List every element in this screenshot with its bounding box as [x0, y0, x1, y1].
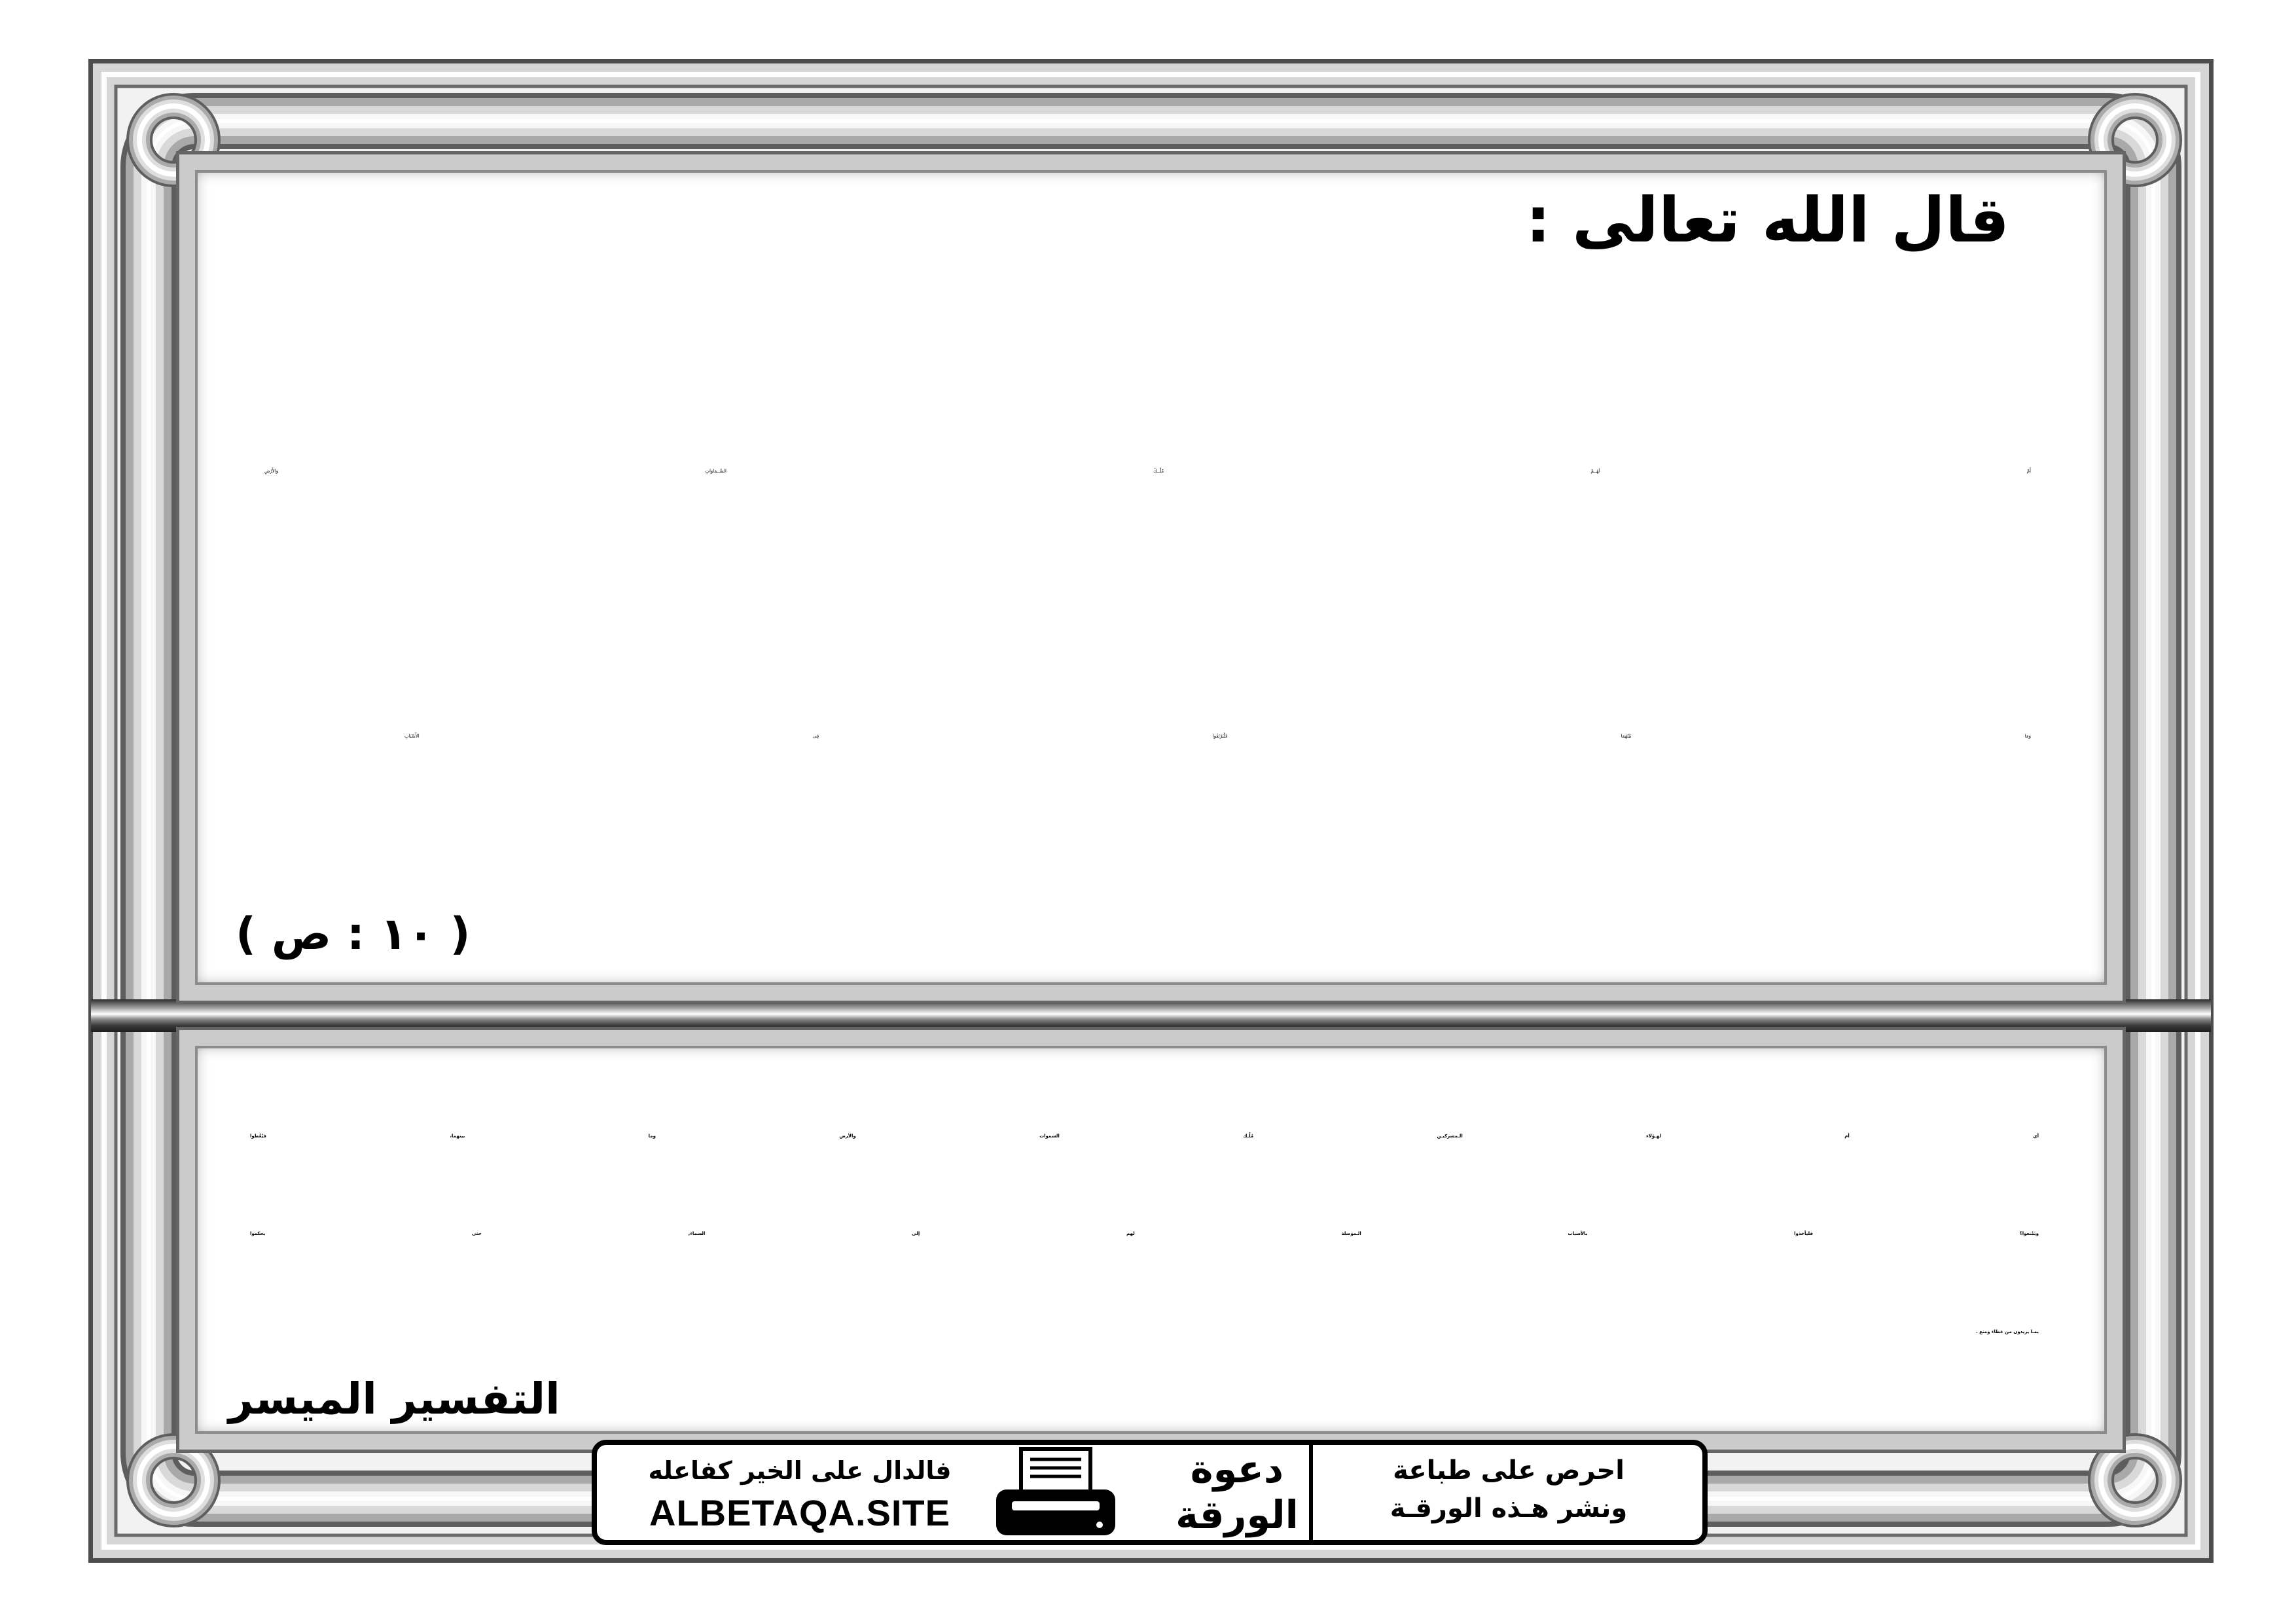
verse-line-2: وَمَا بَيْنَهُمَا فَلْيَرْتَقُوا فِى الأَسْبَابِ [404, 734, 2031, 739]
logo-text-bottom: الورقة [1175, 1492, 1299, 1537]
tafsir-line-1: أي أم لهـؤلاء الـمشركيـن مُلْـك السموات والأرض وما بينهما، فيُعْطوا [250, 1133, 2039, 1139]
footer-divider [1309, 1445, 1313, 1540]
verse-reference: ( ص : ١٠ ) [236, 908, 471, 960]
kufi-logo-icon [1173, 1446, 1301, 1539]
footer-site-block [610, 1445, 990, 1540]
logo-text-top: دعوة [1190, 1446, 1284, 1491]
verse-line-1: أَمْ لَهُــمْ مُلْــكُ السَّــمَاوَاتِ وَالأَرْضِ [264, 469, 2031, 474]
footer-call-block [1323, 1445, 1694, 1540]
footer-box [592, 1440, 1708, 1545]
printer-icon [994, 1445, 1118, 1540]
divider-bar [91, 999, 2211, 1032]
intro-heading: قال الله تعالى : [1526, 185, 2009, 257]
footer-motto: فالدال على الخير كفاعله [648, 1456, 952, 1485]
tafsir-line-2: ويَمْنعوا؟ فليأخذوا بالأسباب الـموصلة لهم إلى السماء, حتى يحكموا [250, 1231, 2039, 1236]
tafsir-line-3: بمـا يريدون من عطاء ومنع . [1976, 1329, 2039, 1334]
footer-call-line-1: احرص على طباعة [1393, 1455, 1624, 1486]
footer-site: ALBETAQA.SITE [649, 1492, 950, 1533]
tafsir-source: التفسير الميسر [228, 1374, 560, 1424]
footer-call-line-2: ونشر هـذه الورقـة [1390, 1493, 1628, 1524]
